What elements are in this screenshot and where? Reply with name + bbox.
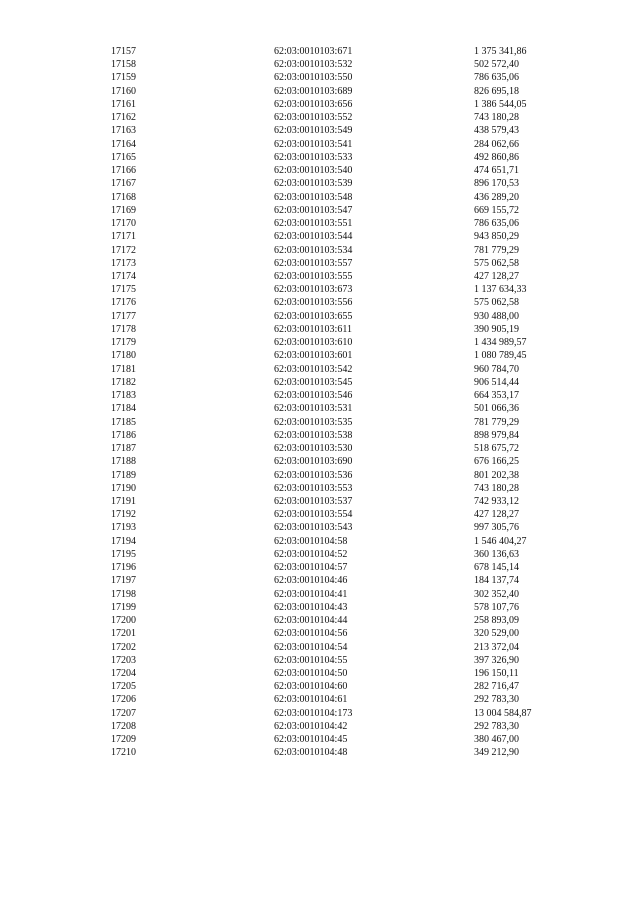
cadastral-number: 62:03:0010103:656 [274, 98, 353, 110]
table-row [0, 217, 640, 230]
table-row [0, 707, 640, 720]
cadastral-number: 62:03:0010104:61 [274, 694, 348, 706]
cadastral-number: 62:03:0010103:530 [274, 443, 353, 455]
table-row [0, 230, 640, 243]
row-number: 17185 [111, 416, 136, 428]
cadastral-number: 62:03:0010103:542 [274, 363, 353, 375]
table-row [0, 588, 640, 601]
cadastral-number: 62:03:0010103:601 [274, 350, 353, 362]
cadastral-value: 284 062,66 [474, 138, 519, 150]
row-number: 17184 [111, 403, 136, 415]
cadastral-value: 781 779,29 [474, 244, 519, 256]
cadastral-value: 743 180,28 [474, 482, 519, 494]
cadastral-value: 575 062,58 [474, 297, 519, 309]
cadastral-number: 62:03:0010103:543 [274, 522, 353, 534]
cadastral-number: 62:03:0010103:532 [274, 59, 353, 71]
table-row [0, 429, 640, 442]
cadastral-value: 282 716,47 [474, 681, 519, 693]
row-number: 17163 [111, 125, 136, 137]
table-row [0, 482, 640, 495]
cadastral-value: 1 546 404,27 [474, 535, 527, 547]
cadastral-value: 781 779,29 [474, 416, 519, 428]
row-number: 17162 [111, 112, 136, 124]
cadastral-number: 62:03:0010103:531 [274, 403, 353, 415]
table-row [0, 442, 640, 455]
cadastral-number: 62:03:0010104:56 [274, 628, 348, 640]
cadastral-value: 380 467,00 [474, 734, 519, 746]
row-number: 17179 [111, 337, 136, 349]
cadastral-value: 427 128,27 [474, 270, 519, 282]
row-number: 17201 [111, 628, 136, 640]
table-row [0, 680, 640, 693]
cadastral-number: 62:03:0010103:655 [274, 310, 353, 322]
row-number: 17160 [111, 85, 136, 97]
table-row [0, 283, 640, 296]
cadastral-value: 360 136,63 [474, 548, 519, 560]
row-number: 17207 [111, 707, 136, 719]
table-row [0, 693, 640, 706]
table-row [0, 204, 640, 217]
cadastral-number: 62:03:0010104:54 [274, 641, 348, 653]
cadastral-value: 896 170,53 [474, 178, 519, 190]
table-row [0, 151, 640, 164]
cadastral-number: 62:03:0010103:689 [274, 85, 353, 97]
cadastral-number: 62:03:0010104:60 [274, 681, 348, 693]
cadastral-value: 1 434 989,57 [474, 337, 527, 349]
cadastral-number: 62:03:0010103:546 [274, 390, 353, 402]
row-number: 17180 [111, 350, 136, 362]
row-number: 17194 [111, 535, 136, 547]
cadastral-value: 578 107,76 [474, 601, 519, 613]
row-number: 17183 [111, 390, 136, 402]
cadastral-number: 62:03:0010104:41 [274, 588, 348, 600]
cadastral-number: 62:03:0010103:539 [274, 178, 353, 190]
table-row [0, 376, 640, 389]
table-row [0, 138, 640, 151]
cadastral-number: 62:03:0010103:690 [274, 456, 353, 468]
table-row [0, 416, 640, 429]
cadastral-value: 213 372,04 [474, 641, 519, 653]
row-number: 17167 [111, 178, 136, 190]
cadastral-value: 349 212,90 [474, 747, 519, 759]
cadastral-value: 826 695,18 [474, 85, 519, 97]
cadastral-number: 62:03:0010103:540 [274, 165, 353, 177]
row-number: 17178 [111, 323, 136, 335]
cadastral-value: 1 137 634,33 [474, 284, 527, 296]
cadastral-number: 62:03:0010103:610 [274, 337, 353, 349]
cadastral-value: 292 783,30 [474, 694, 519, 706]
row-number: 17196 [111, 562, 136, 574]
table-row [0, 336, 640, 349]
row-number: 17208 [111, 720, 136, 732]
row-number: 17159 [111, 72, 136, 84]
table-row [0, 535, 640, 548]
cadastral-value: 669 155,72 [474, 204, 519, 216]
cadastral-value: 801 202,38 [474, 469, 519, 481]
cadastral-number: 62:03:0010103:551 [274, 218, 353, 230]
cadastral-value: 427 128,27 [474, 509, 519, 521]
cadastral-value: 678 145,14 [474, 562, 519, 574]
cadastral-value: 898 979,84 [474, 429, 519, 441]
row-number: 17188 [111, 456, 136, 468]
row-number: 17169 [111, 204, 136, 216]
cadastral-value: 390 905,19 [474, 323, 519, 335]
row-number: 17186 [111, 429, 136, 441]
row-number: 17175 [111, 284, 136, 296]
cadastral-number: 62:03:0010103:537 [274, 495, 353, 507]
cadastral-number: 62:03:0010103:611 [274, 323, 352, 335]
table-row [0, 296, 640, 309]
cadastral-value: 743 180,28 [474, 112, 519, 124]
cadastral-number: 62:03:0010104:45 [274, 734, 348, 746]
row-number: 17203 [111, 654, 136, 666]
table-row [0, 191, 640, 204]
table-row [0, 363, 640, 376]
row-number: 17172 [111, 244, 136, 256]
cadastral-value: 943 850,29 [474, 231, 519, 243]
row-number: 17191 [111, 495, 136, 507]
cadastral-number: 62:03:0010104:50 [274, 668, 348, 680]
row-number: 17165 [111, 151, 136, 163]
cadastral-value: 302 352,40 [474, 588, 519, 600]
cadastral-number: 62:03:0010103:555 [274, 270, 353, 282]
row-number: 17177 [111, 310, 136, 322]
row-number: 17209 [111, 734, 136, 746]
table-row [0, 310, 640, 323]
row-number: 17164 [111, 138, 136, 150]
table-row [0, 71, 640, 84]
cadastral-value: 292 783,30 [474, 720, 519, 732]
cadastral-value: 676 166,25 [474, 456, 519, 468]
cadastral-number: 62:03:0010104:52 [274, 548, 348, 560]
table-row [0, 521, 640, 534]
cadastral-number: 62:03:0010103:533 [274, 151, 353, 163]
cadastral-number: 62:03:0010103:557 [274, 257, 353, 269]
table-row [0, 455, 640, 468]
row-number: 17166 [111, 165, 136, 177]
cadastral-value: 184 137,74 [474, 575, 519, 587]
cadastral-number: 62:03:0010104:48 [274, 747, 348, 759]
cadastral-number: 62:03:0010104:58 [274, 535, 348, 547]
cadastral-number: 62:03:0010104:44 [274, 615, 348, 627]
cadastral-number: 62:03:0010104:57 [274, 562, 348, 574]
cadastral-value: 438 579,43 [474, 125, 519, 137]
cadastral-value: 664 353,17 [474, 390, 519, 402]
row-number: 17187 [111, 443, 136, 455]
cadastral-number: 62:03:0010103:553 [274, 482, 353, 494]
table-row [0, 45, 640, 58]
row-number: 17192 [111, 509, 136, 521]
cadastral-number: 62:03:0010104:173 [274, 707, 353, 719]
cadastral-number: 62:03:0010103:544 [274, 231, 353, 243]
table-row [0, 244, 640, 257]
row-number: 17181 [111, 363, 136, 375]
cadastral-number: 62:03:0010104:46 [274, 575, 348, 587]
table-row [0, 495, 640, 508]
table-row [0, 746, 640, 759]
row-number: 17210 [111, 747, 136, 759]
registry-table [0, 45, 640, 760]
table-row [0, 614, 640, 627]
row-number: 17157 [111, 46, 136, 57]
row-number: 17197 [111, 575, 136, 587]
table-row [0, 469, 640, 482]
row-number: 17195 [111, 548, 136, 560]
cadastral-number: 62:03:0010103:554 [274, 509, 353, 521]
table-row [0, 641, 640, 654]
cadastral-number: 62:03:0010103:534 [274, 244, 353, 256]
table-row [0, 111, 640, 124]
cadastral-value: 397 326,90 [474, 654, 519, 666]
table-row [0, 667, 640, 680]
cadastral-number: 62:03:0010103:549 [274, 125, 353, 137]
cadastral-value: 1 386 544,05 [474, 98, 527, 110]
cadastral-value: 930 488,00 [474, 310, 519, 322]
cadastral-value: 258 893,09 [474, 615, 519, 627]
row-number: 17171 [111, 231, 136, 243]
table-row [0, 164, 640, 177]
table-row [0, 124, 640, 137]
cadastral-value: 196 150,11 [474, 668, 519, 680]
row-number: 17190 [111, 482, 136, 494]
cadastral-value: 518 675,72 [474, 443, 519, 455]
row-number: 17158 [111, 59, 136, 71]
table-row [0, 574, 640, 587]
cadastral-number: 62:03:0010103:671 [274, 46, 353, 57]
row-number: 17161 [111, 98, 136, 110]
table-row [0, 349, 640, 362]
cadastral-value: 906 514,44 [474, 376, 519, 388]
cadastral-number: 62:03:0010103:550 [274, 72, 353, 84]
row-number: 17205 [111, 681, 136, 693]
table-row [0, 627, 640, 640]
cadastral-number: 62:03:0010103:541 [274, 138, 353, 150]
cadastral-number: 62:03:0010103:545 [274, 376, 353, 388]
cadastral-number: 62:03:0010103:552 [274, 112, 353, 124]
cadastral-number: 62:03:0010104:43 [274, 601, 348, 613]
cadastral-number: 62:03:0010104:42 [274, 720, 348, 732]
cadastral-number: 62:03:0010103:548 [274, 191, 353, 203]
row-number: 17173 [111, 257, 136, 269]
row-number: 17193 [111, 522, 136, 534]
table-row [0, 561, 640, 574]
table-row [0, 548, 640, 561]
cadastral-value: 436 289,20 [474, 191, 519, 203]
table-row [0, 601, 640, 614]
row-number: 17168 [111, 191, 136, 203]
cadastral-value: 320 529,00 [474, 628, 519, 640]
cadastral-value: 501 066,36 [474, 403, 519, 415]
table-row [0, 389, 640, 402]
table-row [0, 508, 640, 521]
cadastral-number: 62:03:0010103:547 [274, 204, 353, 216]
row-number: 17182 [111, 376, 136, 388]
cadastral-value: 492 860,86 [474, 151, 519, 163]
cadastral-number: 62:03:0010103:673 [274, 284, 353, 296]
cadastral-number: 62:03:0010103:535 [274, 416, 353, 428]
row-number: 17174 [111, 270, 136, 282]
cadastral-value: 742 933,12 [474, 495, 519, 507]
cadastral-value: 474 651,71 [474, 165, 519, 177]
row-number: 17204 [111, 668, 136, 680]
cadastral-value: 960 784,70 [474, 363, 519, 375]
cadastral-number: 62:03:0010103:556 [274, 297, 353, 309]
row-number: 17200 [111, 615, 136, 627]
cadastral-number: 62:03:0010103:536 [274, 469, 353, 481]
table-row [0, 177, 640, 190]
row-number: 17170 [111, 218, 136, 230]
cadastral-value: 786 635,06 [474, 218, 519, 230]
cadastral-value: 786 635,06 [474, 72, 519, 84]
table-row [0, 270, 640, 283]
cadastral-number: 62:03:0010104:55 [274, 654, 348, 666]
table-row [0, 257, 640, 270]
cadastral-value: 575 062,58 [474, 257, 519, 269]
cadastral-number: 62:03:0010103:538 [274, 429, 353, 441]
table-row [0, 85, 640, 98]
row-number: 17198 [111, 588, 136, 600]
table-row [0, 654, 640, 667]
table-row [0, 402, 640, 415]
table-row [0, 58, 640, 71]
table-row [0, 720, 640, 733]
cadastral-value: 1 375 341,86 [474, 46, 527, 57]
table-row [0, 323, 640, 336]
row-number: 17176 [111, 297, 136, 309]
cadastral-value: 502 572,40 [474, 59, 519, 71]
row-number: 17189 [111, 469, 136, 481]
row-number: 17199 [111, 601, 136, 613]
cadastral-value: 13 004 584,87 [474, 707, 532, 719]
row-number: 17202 [111, 641, 136, 653]
row-number: 17206 [111, 694, 136, 706]
table-row [0, 733, 640, 746]
table-row [0, 98, 640, 111]
cadastral-value: 1 080 789,45 [474, 350, 527, 362]
cadastral-value: 997 305,76 [474, 522, 519, 534]
